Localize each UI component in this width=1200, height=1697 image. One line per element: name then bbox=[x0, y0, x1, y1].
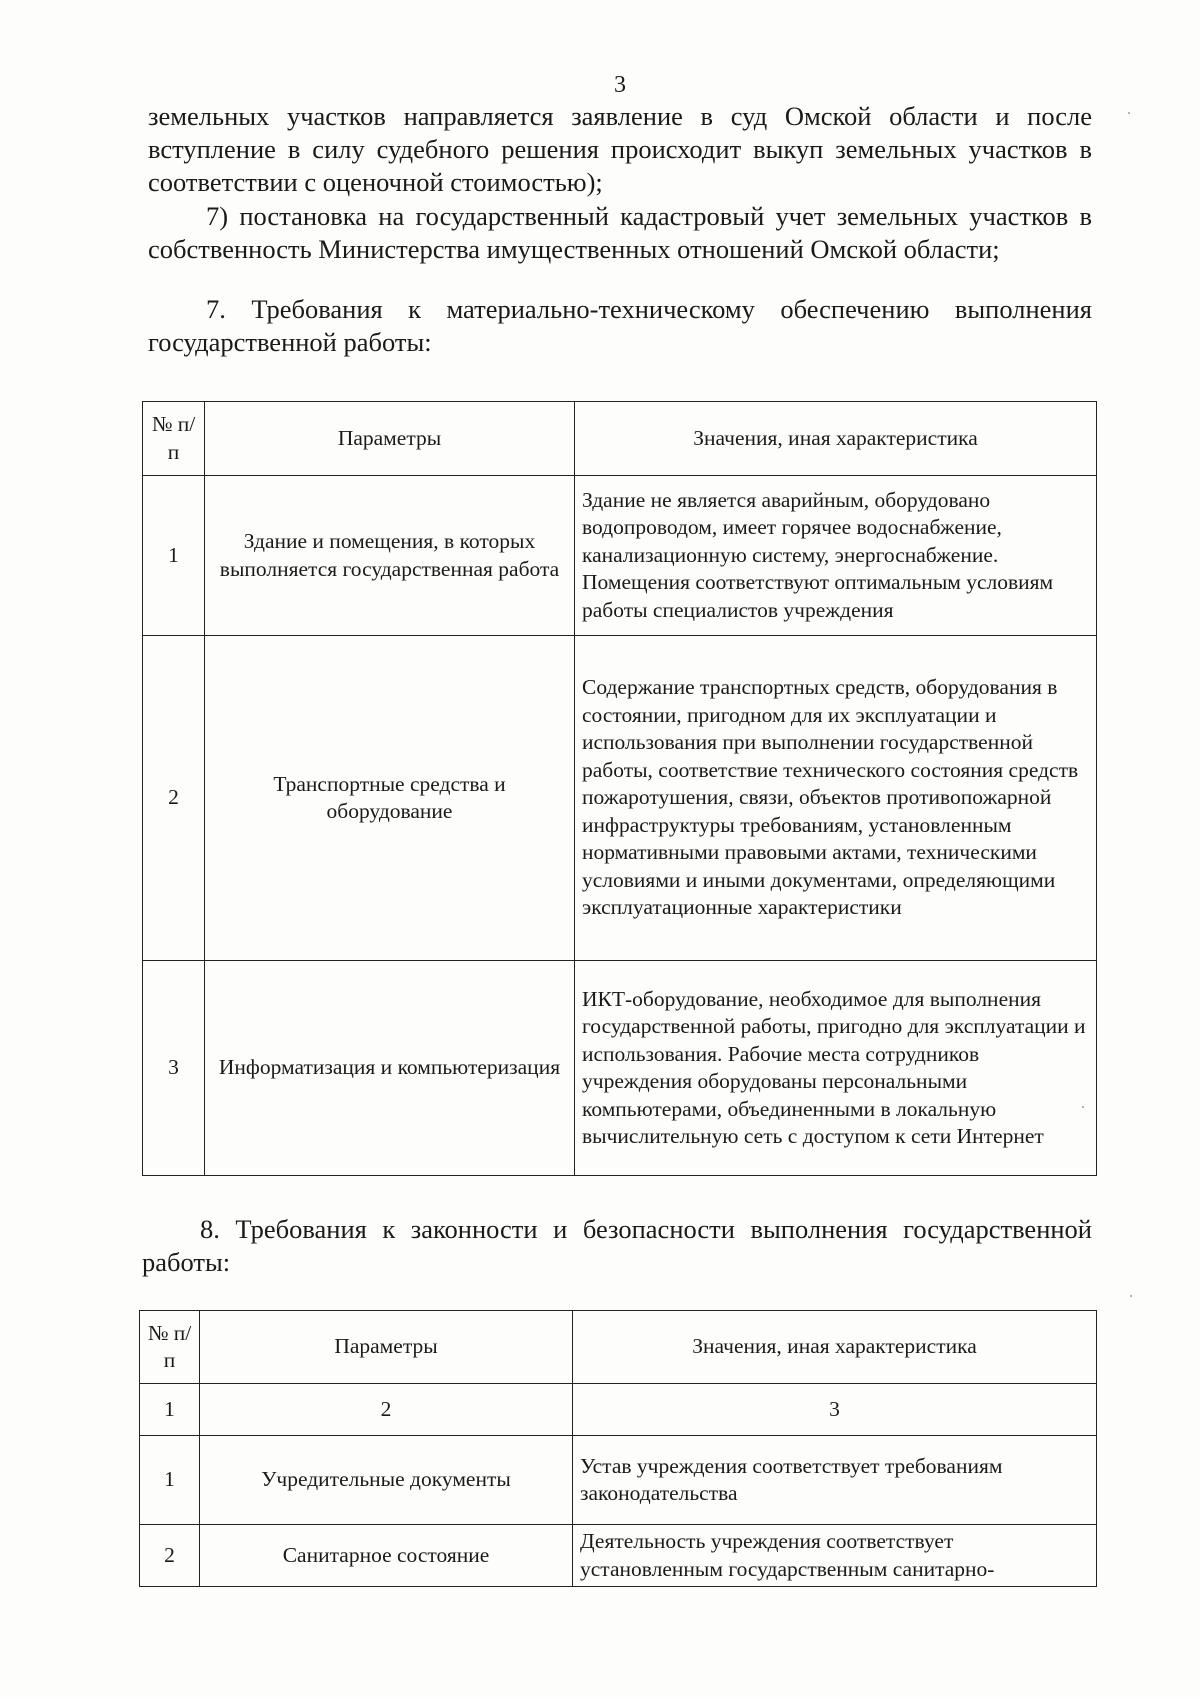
table-row bbox=[143, 636, 1097, 961]
column-header-number: № п/п bbox=[140, 1311, 200, 1384]
column-number: 2 bbox=[200, 1384, 573, 1436]
row-value: Деятельность учреждения соответствует установленным государственным санитарно- bbox=[573, 1525, 1097, 1587]
row-parameter: Транспортные средства и оборудование bbox=[205, 636, 575, 961]
column-number: 1 bbox=[140, 1384, 200, 1436]
row-number: 2 bbox=[140, 1525, 200, 1587]
material-technical-table bbox=[142, 401, 1097, 1176]
table-header-row bbox=[140, 1311, 1097, 1384]
table-row bbox=[140, 1525, 1097, 1587]
column-header-values: Значения, иная характеристика bbox=[575, 402, 1097, 476]
scan-speck bbox=[1130, 1295, 1132, 1297]
row-value: ИКТ-оборудование, необходимое для выполнения государственной работы, пригодно для эксплуатации и использования. Рабочие места сотрудников учреждения оборудованы персональными компьютерами, объединенными в локальную вычислительную сеть с доступом к сети Интернет bbox=[575, 961, 1097, 1176]
paragraph-item-7: 7) постановка на государственный кадастровый учет земельных участков в собственность Министерства имущественных отношений Омской области; bbox=[148, 201, 1092, 264]
row-value: Содержание транспортных средств, оборудования в состоянии, пригодном для их эксплуатации и использования при выполнении государственной работы, соответствие технического состояния средств пожаротушения, связи, объектов противопожарной инфраструктуры требованиям, установленным нормативными правовыми актами, техническими условиями и иными документами, определяющими эксплуатационные характеристики bbox=[575, 636, 1097, 961]
row-parameter: Информатизация и компьютеризация bbox=[205, 961, 575, 1176]
row-value: Устав учреждения соответствует требованиям законодательства bbox=[573, 1436, 1097, 1525]
column-header-parameters: Параметры bbox=[205, 402, 575, 476]
scan-speck bbox=[1128, 112, 1130, 114]
row-number: 1 bbox=[140, 1436, 200, 1525]
row-parameter: Здание и помещения, в которых выполняется государственная работа bbox=[205, 476, 575, 636]
row-parameter: Учредительные документы bbox=[200, 1436, 573, 1525]
column-header-values: Значения, иная характеристика bbox=[573, 1311, 1097, 1384]
table-header-row bbox=[143, 402, 1097, 476]
section-7-heading: 7. Требования к материально-техническому обеспечению выполнения государственной работы: bbox=[148, 294, 1092, 357]
column-header-number: № п/п bbox=[143, 402, 205, 476]
page-number: 3 bbox=[614, 72, 626, 98]
row-number: 3 bbox=[143, 961, 205, 1176]
table-row bbox=[143, 476, 1097, 636]
section-8-heading: 8. Требования к законности и безопасности выполнения государственной работы: bbox=[142, 1214, 1092, 1277]
scan-speck bbox=[1082, 1106, 1084, 1108]
table-row bbox=[140, 1436, 1097, 1525]
column-header-parameters: Параметры bbox=[200, 1311, 573, 1384]
row-parameter: Санитарное состояние bbox=[200, 1525, 573, 1587]
row-value: Здание не является аварийным, оборудовано водопроводом, имеет горячее водоснабжение, канализационную систему, энергоснабжение. Помещения соответствуют оптимальным условиям работы специалистов учреждения bbox=[575, 476, 1097, 636]
column-number-row bbox=[140, 1384, 1097, 1436]
column-number: 3 bbox=[573, 1384, 1097, 1436]
table-row bbox=[143, 961, 1097, 1176]
row-number: 2 bbox=[143, 636, 205, 961]
paragraph-continuation: земельных участков направляется заявление в суд Омской области и после вступление в силу судебного решения происходит выкуп земельных участков в соответствии с оценочной стоимостью); bbox=[148, 101, 1092, 197]
row-number: 1 bbox=[143, 476, 205, 636]
legality-safety-table bbox=[139, 1310, 1097, 1587]
